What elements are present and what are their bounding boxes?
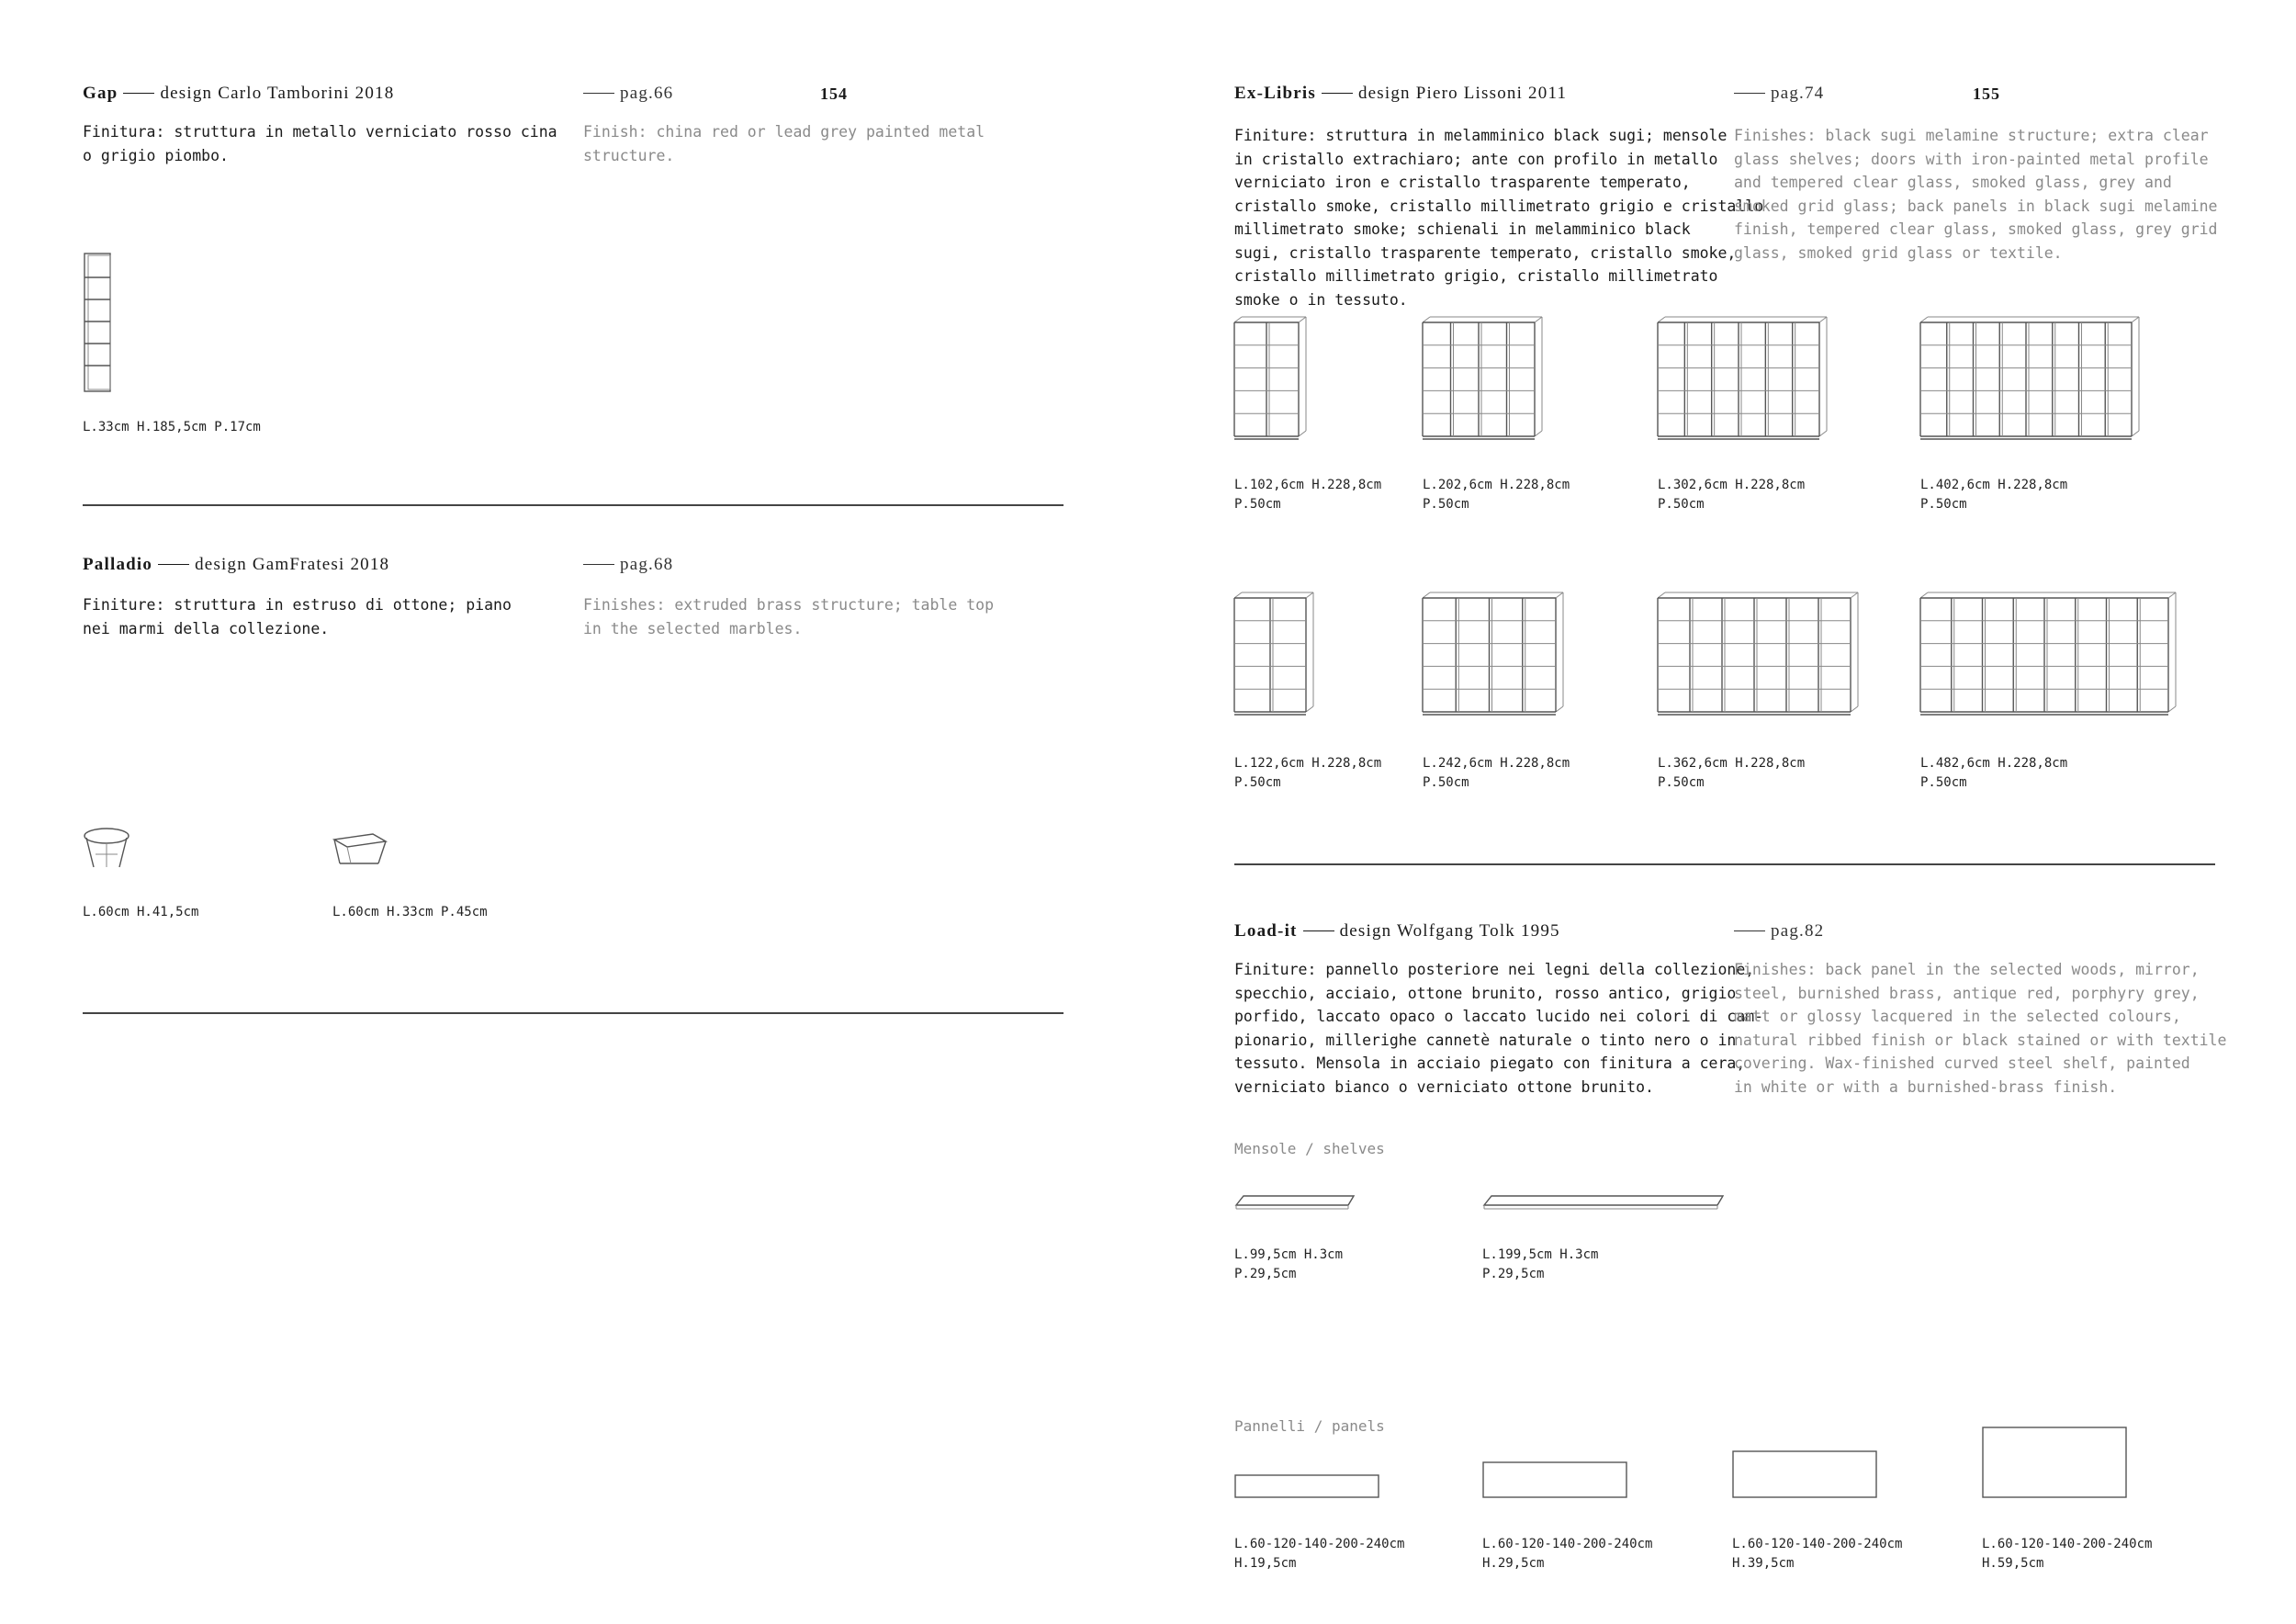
loadit-finish-it: Finiture: pannello posteriore nei legni della collezione, specchio, acciaio, ottone brunito, rosso antico, grigio porfido, laccato opaco o laccato lucido nei colori di cam- pionario, millerighe cannetè naturale o tinto nero o in tessuto. Mensola in acciaio piegato con finitura a cera, verniciato bianco o verniciato ottone brunito. (1234, 961, 1764, 1096)
panel-drawing (1732, 1449, 1879, 1499)
panels-label: Pannelli / panels (1234, 1417, 1385, 1435)
gap-dimensions: L.33cm H.185,5cm P.17cm (83, 420, 261, 434)
exlibris-bookcase-drawing (1920, 591, 2182, 719)
gap-title (83, 84, 394, 104)
exlibris-dimensions: L.302,6cm H.228,8cm P.50cm (1658, 478, 1806, 512)
palladio-page-ref (583, 555, 673, 575)
panel-drawing (1234, 1473, 1381, 1501)
palladio-table-1-dimensions: L.60cm H.41,5cm (83, 905, 199, 919)
exlibris-bookcase-drawing (1920, 315, 2145, 444)
loadit-title (1234, 921, 1560, 942)
exlibris-dimensions: L.482,6cm H.228,8cm P.50cm (1920, 756, 2068, 790)
exlibris-bookcase-drawing (1658, 315, 1832, 444)
page-number-right: 155 (1973, 85, 2000, 103)
shelves-label: Mensole / shelves (1234, 1140, 1385, 1157)
divider (83, 1012, 1064, 1014)
gap-pag-label: pag.66 (620, 84, 674, 103)
exlibris-bookcase-drawing (1423, 591, 1570, 719)
exlibris-design: design Piero Lissoni 2011 (1357, 84, 1568, 103)
shelf-1-dimensions: L.99,5cm H.3cm P.29,5cm (1234, 1247, 1344, 1281)
exlibris-title (1234, 84, 1567, 104)
gap-finish-en: Finish: china red or lead grey painted metal structure. (583, 123, 985, 164)
panel-drawing (1982, 1426, 2129, 1499)
exlibris-bookcase-drawing (1658, 591, 1864, 719)
palladio-side-table-drawing (332, 832, 389, 869)
gap-design: design Carlo Tamborini 2018 (160, 84, 395, 103)
loadit-page-ref (1734, 921, 1824, 942)
exlibris-dimensions: L.202,6cm H.228,8cm P.50cm (1423, 478, 1570, 512)
panel-2-dimensions: L.60-120-140-200-240cm H.29,5cm (1482, 1537, 1653, 1571)
gap-name: Gap (83, 84, 118, 103)
palladio-finish-it: Finiture: struttura in estruso di ottone; piano nei marmi della collezione. (83, 596, 512, 637)
exlibris-dimensions: L.242,6cm H.228,8cm P.50cm (1423, 756, 1570, 790)
exlibris-page-ref (1734, 84, 1824, 104)
gap-shelf-drawing (83, 252, 116, 394)
shelf-drawing (1482, 1194, 1725, 1214)
exlibris-dimensions: L.402,6cm H.228,8cm P.50cm (1920, 478, 2068, 512)
exlibris-pag-label: pag.74 (1771, 84, 1825, 103)
exlibris-bookcase-drawing (1423, 315, 1547, 444)
exlibris-finish-it: Finiture: struttura in melamminico black sugi; mensole in cristallo extrachiaro; ante con profilo in metallo verniciato iron e cristallo trasparente temperato, cristallo smoke, cristallo millimetrato grigio e cristallo millimetrato smoke; schienali in melamminico black sugi, cristallo trasparente temperato, cristallo smoke, cristallo millimetrato grigio, cristallo millimetrato smoke o in tessuto. (1234, 127, 1764, 309)
gap-finish-it: Finitura: struttura in metallo verniciato rosso cina o grigio piombo. (83, 123, 557, 164)
panel-4-dimensions: L.60-120-140-200-240cm H.59,5cm (1982, 1537, 2153, 1571)
loadit-pag-label: pag.82 (1771, 921, 1825, 941)
palladio-pag-label: pag.68 (620, 555, 674, 574)
gap-page-ref (583, 84, 673, 104)
exlibris-bookcase-drawing (1234, 591, 1317, 719)
exlibris-dimensions: L.362,6cm H.228,8cm P.50cm (1658, 756, 1806, 790)
exlibris-bookcase-drawing (1234, 315, 1308, 444)
exlibris-name: Ex-Libris (1234, 84, 1316, 103)
palladio-design: design GamFratesi 2018 (195, 555, 390, 574)
panel-drawing (1482, 1460, 1629, 1499)
exlibris-dimensions: L.122,6cm H.228,8cm P.50cm (1234, 756, 1382, 790)
palladio-finish-en: Finishes: extruded brass structure; table top in the selected marbles. (583, 596, 995, 637)
shelf-2-dimensions: L.199,5cm H.3cm P.29,5cm (1482, 1247, 1599, 1281)
page-number-left: 154 (820, 85, 848, 103)
panel-1-dimensions: L.60-120-140-200-240cm H.19,5cm (1234, 1537, 1405, 1571)
divider (83, 504, 1064, 506)
palladio-round-table-drawing (83, 827, 134, 873)
loadit-name: Load-it (1234, 921, 1298, 941)
exlibris-dimensions: L.102,6cm H.228,8cm P.50cm (1234, 478, 1382, 512)
exlibris-finish-en: Finishes: black sugi melamine structure; extra clear glass shelves; doors with iron-painted metal profile and tempered clear glass, smoked glass, grey and smoked grid glass; back panels in black sugi melamine finish, tempered clear glass, smoked glass, grey grid glass, smoked grid glass or textile. (1734, 127, 2218, 262)
shelf-drawing (1234, 1194, 1356, 1214)
divider (1234, 863, 2215, 865)
panel-3-dimensions: L.60-120-140-200-240cm H.39,5cm (1732, 1537, 1903, 1571)
loadit-design: design Wolfgang Tolk 1995 (1339, 921, 1560, 941)
palladio-name: Palladio (83, 555, 153, 574)
palladio-title (83, 555, 389, 575)
loadit-finish-en: Finishes: back panel in the selected woods, mirror, steel, burnished brass, antique red, porphyry grey, matt or glossy lacquered in the selected colours, natural ribbed finish or black stained or with textile covering. Wax-finished curved steel shelf, painted in white or with a burnished-brass finish. (1734, 961, 2227, 1096)
palladio-table-2-dimensions: L.60cm H.33cm P.45cm (332, 905, 488, 919)
